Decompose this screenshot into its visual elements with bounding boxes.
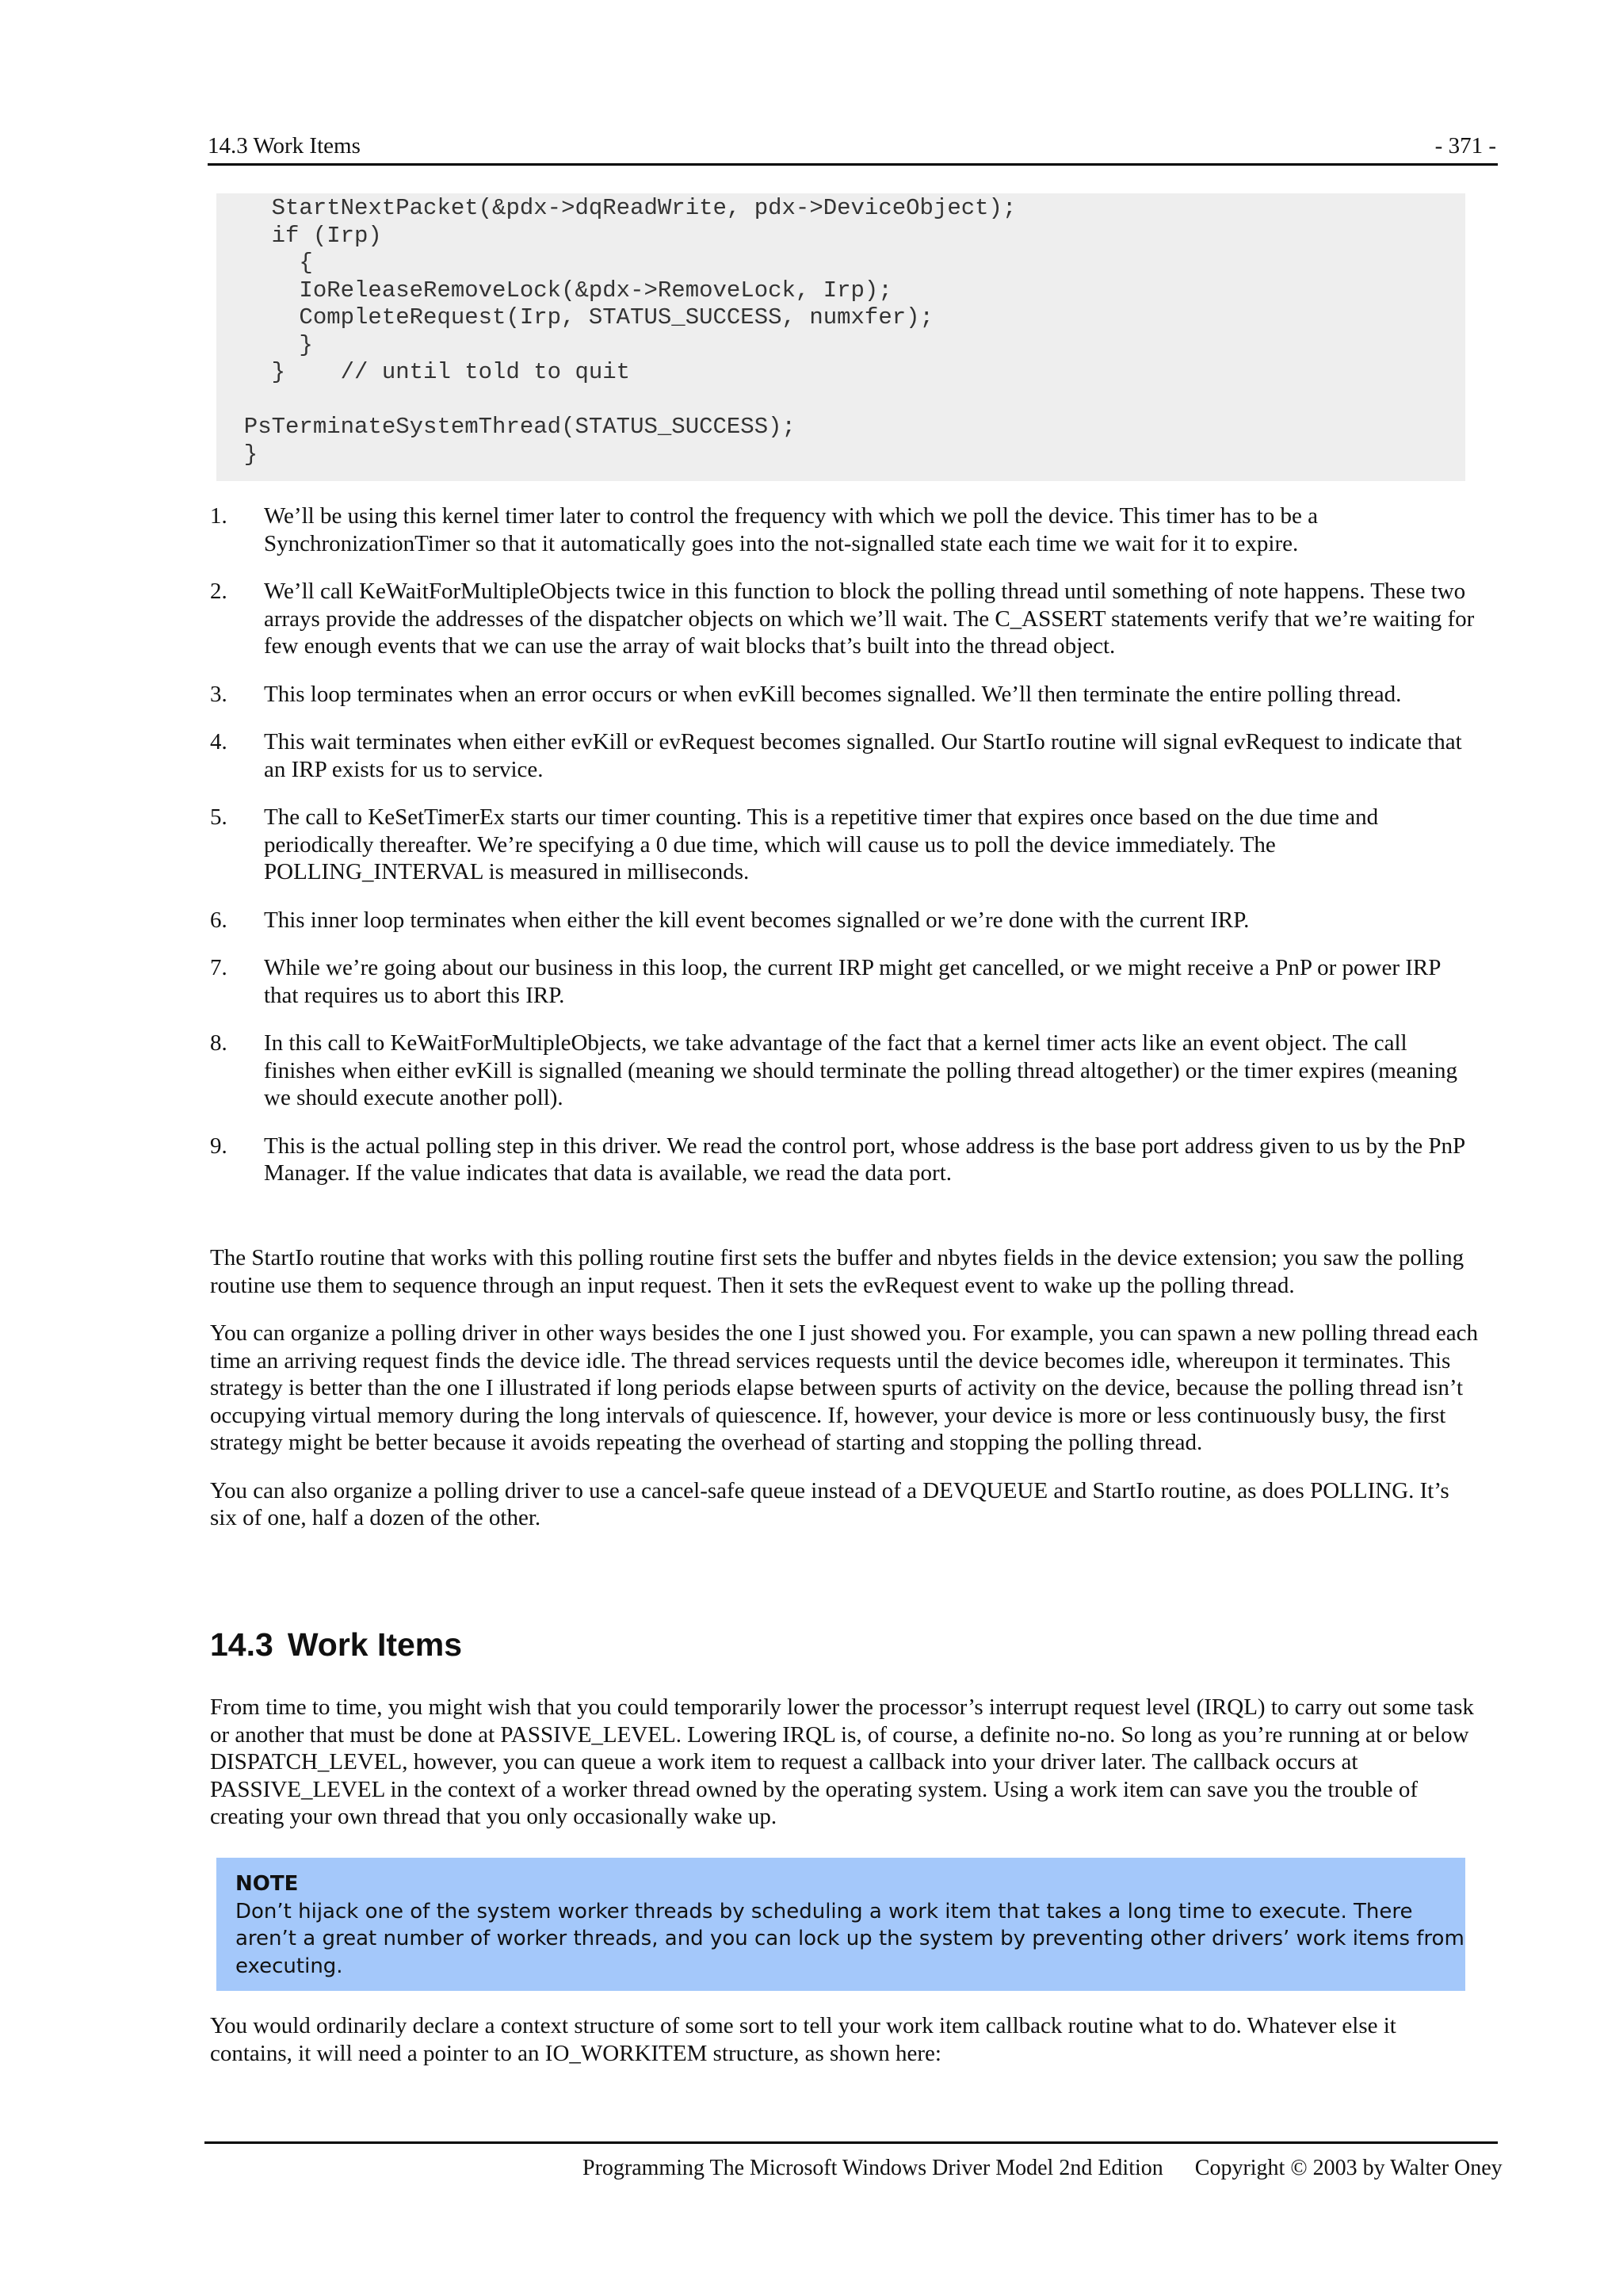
code-line: } // until told to quit (216, 359, 631, 385)
section-heading (210, 1626, 462, 1664)
paragraph: You can also organize a polling driver to use a cancel-safe queue instead of a DEVQUEUE and StartIo routine, as does POLLING. It’s six of one, half a dozen of the other. (210, 1477, 1449, 1530)
list-number: 5. (210, 804, 227, 830)
header-section-title: 14.3 Work Items (208, 133, 361, 159)
footer-book-title: Programming The Microsoft Windows Driver Model 2nd Edition (582, 2156, 1163, 2180)
list-item (208, 804, 1476, 886)
code-line: } (216, 441, 258, 468)
list-item (208, 728, 1476, 783)
list-text: While we’re going about our business in this loop, the current IRP might get cancelled, or we might receive a PnP or power IRP that requires us to abort this IRP. (264, 955, 1441, 1008)
list-text: We’ll call KeWaitForMultipleObjects twice in this function to block the polling thread until something of note happens. These two arrays provide the addresses of the dispatcher objects on which we’ll wait. The C_ASSERT statements verify that we’re waiting for few enough events that we can use the array of wait blocks that’s built into the thread object. (264, 579, 1475, 659)
closing-paragraph: You would ordinarily declare a context structure of some sort to tell your work item callback routine what to do. Whatever else it contains, it will need a pointer to an IO_WORKITEM structure, as shown here: (210, 2013, 1396, 2066)
list-number: 9. (210, 1133, 227, 1159)
page-footer (582, 2154, 1503, 2183)
section-intro-paragraph: From time to time, you might wish that you could temporarily lower the processor’s interrupt request level (IRQL) to carry out some task or another that must be done at PASSIVE_LEVEL. Lowering IRQL is, of course, a definite no-no. So long as you’re running at or below DISPATCH_LEVEL, however, you can queue a work item to request a callback into your driver later. The callback occurs at PASSIVE_LEVEL in the context of a worker thread owned by the operating system. Using a work item can save you the trouble of creating your own thread that you only occasionally wake up. (210, 1694, 1474, 1829)
list-item (208, 681, 1476, 709)
code-line (216, 387, 1465, 415)
note-text: Don’t hijack one of the system worker threads by scheduling a work item that takes a long time to execute. There aren’t a great number of worker threads, and you can lock up the system by preventing other drivers’ work items from executing. (235, 1899, 1465, 1978)
list-item (208, 502, 1476, 557)
list-item (208, 907, 1476, 934)
list-number: 2. (210, 579, 227, 604)
list-text: This inner loop terminates when either the kill event becomes signalled or we’re done with the current IRP. (264, 907, 1250, 933)
list-text: This loop terminates when an error occurs or when evKill becomes signalled. We’ll then terminate the entire polling thread. (264, 681, 1402, 707)
page-header (208, 130, 1498, 166)
paragraph: You can organize a polling driver in other ways besides the one I just showed you. For example, you can spawn a new polling thread each time an arriving request finds the device idle. The thread services requests until the device becomes idle, whereupon it terminates. This strategy is better than the one I illustrated if long periods elapse between spurts of activity on the device, because the polling thread isn’t occupying virtual memory during the long intervals of quiescence. If, however, your device is more or less continuously busy, the first strategy might be better because it avoids repeating the overhead of starting and stopping the polling thread. (210, 1320, 1478, 1455)
list-text: We’ll be using this kernel timer later to control the frequency with which we poll the device. This timer has to be a SynchronizationTimer so that it automatically goes into the not-signalled state each time we wait for it to expire. (264, 503, 1318, 556)
code-line: } (216, 331, 313, 358)
section-number: 14.3 (210, 1626, 273, 1663)
paragraph: The StartIo routine that works with this polling routine first sets the buffer and nbytes fields in the device extension; you saw the polling routine use them to sequence through an input request. Then it sets the evRequest event to wake up the polling thread. (210, 1245, 1465, 1298)
note-box (216, 1858, 1465, 1991)
header-page-number: - 371 - (1434, 133, 1496, 159)
list-number: 7. (210, 955, 227, 980)
list-item (208, 1030, 1476, 1112)
list-item (208, 954, 1476, 1009)
list-item (208, 578, 1476, 660)
code-line: { (216, 250, 313, 276)
list-number: 6. (210, 907, 227, 933)
list-text: This is the actual polling step in this driver. We read the control port, whose address is the base port address given to us by the PnP Manager. If the value indicates that data is available, we read the data port. (264, 1133, 1465, 1186)
list-number: 4. (210, 729, 227, 755)
note-title: NOTE (235, 1872, 299, 1896)
numbered-notes-list (208, 502, 1476, 1208)
list-item (208, 1133, 1476, 1187)
list-number: 1. (210, 503, 227, 529)
list-text: This wait terminates when either evKill or evRequest becomes signalled. Our StartIo routine will signal evRequest to indicate that an IRP exists for us to service. (264, 729, 1462, 782)
code-block (216, 193, 1465, 481)
list-number: 8. (210, 1030, 227, 1056)
code-line: if (Irp) (216, 222, 382, 249)
code-line: PsTerminateSystemThread(STATUS_SUCCESS); (216, 414, 796, 440)
footer-divider (204, 2141, 1498, 2144)
section-title: Work Items (287, 1626, 463, 1663)
code-line: IoReleaseRemoveLock(&pdx->RemoveLock, Irp); (216, 277, 892, 304)
code-line: StartNextPacket(&pdx->dqReadWrite, pdx->DeviceObject); (216, 195, 1017, 221)
list-text: The call to KeSetTimerEx starts our timer counting. This is a repetitive timer that expires once based on the due time and periodically thereafter. We’re specifying a 0 due time, which will cause us to poll the device immediately. The POLLING_INTERVAL is measured in milliseconds. (264, 804, 1379, 884)
code-line: CompleteRequest(Irp, STATUS_SUCCESS, numxfer); (216, 304, 934, 330)
footer-copyright: Copyright © 2003 by Walter Oney (1194, 2156, 1503, 2180)
list-number: 3. (210, 681, 227, 707)
body-paragraphs (210, 1244, 1478, 1553)
list-text: In this call to KeWaitForMultipleObjects, we take advantage of the fact that a kernel timer acts like an event object. The call finishes when either evKill is signalled (meaning we should terminate the polling thread altogether) or the timer expires (meaning we should execute another poll). (264, 1030, 1457, 1110)
